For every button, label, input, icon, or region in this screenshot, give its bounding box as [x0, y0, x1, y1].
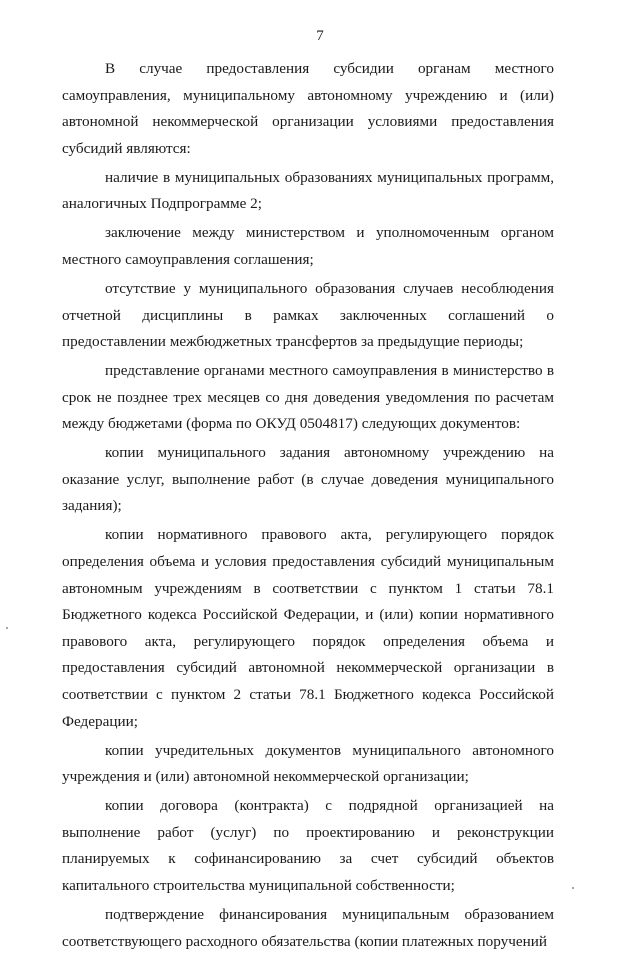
paragraph: заключение между министерством и уполномоченным органом местного самоуправления соглашения;	[62, 224, 554, 268]
paragraph: представление органами местного самоуправления в министерство в срок не позднее трех месяцев со дня доведения уведомления по расчетам между бюджетами (форма по ОКУД 0504817) следующих документов:	[62, 362, 554, 433]
paragraph: наличие в муниципальных образованиях муниципальных программ, аналогичных Подпрограмме 2;	[62, 168, 554, 213]
scan-speck	[6, 627, 8, 629]
scan-speck	[572, 887, 574, 889]
paragraph: копии договора (контракта) с подрядной организацией на выполнение работ (услуг) по проектированию и реконструкции планируемых к софинансированию за счет субсидий объектов капитального строительства муниципальной собственности;	[62, 797, 554, 894]
paragraph: копии муниципального задания автономному учреждению на оказание услуг, выполнение работ (в случае доведения муниципального задания);	[62, 444, 554, 515]
paragraph: В случае предоставления субсидии органам местного самоуправления, муниципальному автономному учреждению и (или) автономной некоммерческой организации условиями предоставления субсидий являются:	[62, 60, 554, 157]
page-number: 7	[316, 28, 324, 44]
paragraph: копии учредительных документов муниципального автономного учреждения и (или) автономной некоммерческой организации;	[62, 741, 554, 786]
paragraph: подтверждение финансирования муниципальным образованием соответствующего расходного обязательства (копии платежных поручений	[62, 905, 554, 950]
paragraph: копии нормативного правового акта, регулирующего порядок определения объема и условия предоставления субсидий муниципальным автономным учреждениям в соответствии с пунктом 1 статьи 78.1 Бюджетного кодекса Российской Федерации, и (или) копии нормативного правового акта, регулирующего порядок определения объема и предоставления субсидий автономной некоммерческой организации в соответствии с пунктом 2 статьи 78.1 Бюджетного кодекса Российской Федерации;	[62, 526, 554, 730]
paragraph: отсутствие у муниципального образования случаев несоблюдения отчетной дисциплины в рамках заключенных соглашений о предоставлении межбюджетных трансфертов за предыдущие периоды;	[62, 279, 554, 351]
document-body	[62, 56, 554, 955]
